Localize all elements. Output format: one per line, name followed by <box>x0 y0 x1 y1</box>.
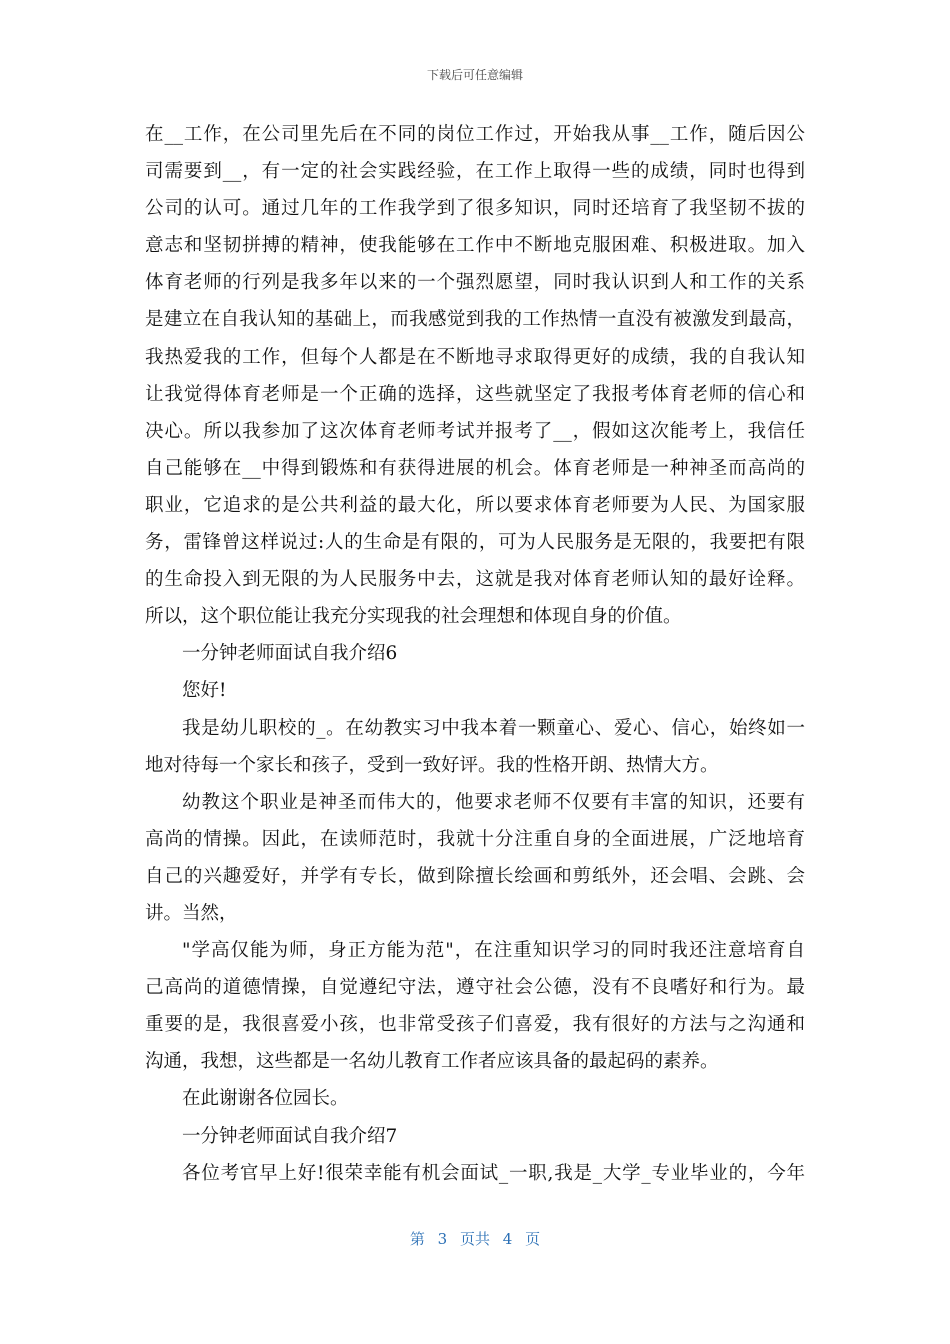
text-line: 公司的认可。通过几年的工作我学到了很多知识，同时还培育了我坚韧不拔的 <box>145 198 805 220</box>
text-line: 高尚的情操。因此，在读师范时，我就十分注重自身的全面进展，广泛地培育 <box>145 828 805 850</box>
page-footer: 第 3 页共 4 页 <box>409 1230 541 1248</box>
text-line: 是建立在自我认知的基础上，而我感觉到我的工作热情一直没有被激发到最高， <box>145 309 805 331</box>
text-line: 的生命投入到无限的为人民服务中去，这就是我对体育老师认知的最好诠释。 <box>145 569 805 591</box>
text-line: 己高尚的道德情操，自觉遵纪守法，遵守社会公德，没有不良嗜好和行为。最 <box>145 977 805 999</box>
text-line: 所以，这个职位能让我充分实现我的社会理想和体现自身的价值。 <box>145 606 682 628</box>
text-line: 沟通，我想，这些都是一名幼儿教育工作者应该具备的最起码的素养。 <box>145 1051 719 1073</box>
text-line: "学高仅能为师，身正方能为范"，在注重知识学习的同时我还注意培育自 <box>182 940 805 962</box>
document-body <box>145 116 805 1192</box>
text-line: 重要的是，我很喜爱小孩，也非常受孩子们喜爱，我有很好的方法与之沟通和 <box>145 1014 805 1036</box>
text-line: 体育老师的行列是我多年以来的一个强烈愿望，同时我认识到人和工作的关系 <box>145 272 805 294</box>
greeting-line: 您好! <box>182 680 227 702</box>
section-heading: 一分钟老师面试自我介绍6 <box>182 643 398 665</box>
section-heading: 一分钟老师面试自我介绍7 <box>182 1125 398 1147</box>
text-line: 自己能够在__中得到锻炼和有获得进展的机会。体育老师是一种神圣而高尚的 <box>145 457 805 479</box>
text-line: 在此谢谢各位园长。 <box>182 1088 349 1110</box>
text-line: 各位考官早上好!很荣幸能有机会面试_一职,我是_大学_专业毕业的，今年 <box>182 1162 805 1184</box>
text-line: 司需要到__，有一定的社会实践经验，在工作上取得一些的成绩，同时也得到 <box>145 161 805 183</box>
text-line: 讲。当然， <box>145 902 238 924</box>
text-line: 在__工作，在公司里先后在不同的岗位工作过，开始我从事__工作，随后因公 <box>145 124 805 145</box>
text-line: 我热爱我的工作，但每个人都是在不断地寻求取得更好的成绩，我的自我认知 <box>145 346 805 368</box>
text-line: 让我觉得体育老师是一个正确的选择，这些就坚定了我报考体育老师的信心和 <box>145 383 805 405</box>
text-line: 地对待每一个家长和孩子，受到一致好评。我的性格开朗、热情大方。 <box>145 754 719 776</box>
text-line: 职业，它追求的是公共利益的最大化，所以要求体育老师要为人民、为国家服 <box>145 494 805 516</box>
text-line: 意志和坚韧拼搏的精神，使我能够在工作中不断地克服困难、积极进取。加入 <box>145 235 805 257</box>
text-line: 自己的兴趣爱好，并学有专长，做到除擅长绘画和剪纸外，还会唱、会跳、会 <box>145 865 805 887</box>
text-line: 幼教这个职业是神圣而伟大的，他要求老师不仅要有丰富的知识，还要有 <box>182 791 805 813</box>
text-line: 我是幼儿职校的_。在幼教实习中我本着一颗童心、爱心、信心，始终如一 <box>182 717 805 739</box>
text-line: 决心。所以我参加了这次体育老师考试并报考了__，假如这次能考上，我信任 <box>145 420 805 442</box>
text-line: 务，雷锋曾这样说过:人的生命是有限的，可为人民服务是无限的，我要把有限 <box>145 532 805 554</box>
page-header: 下载后可任意编辑 <box>426 68 523 82</box>
